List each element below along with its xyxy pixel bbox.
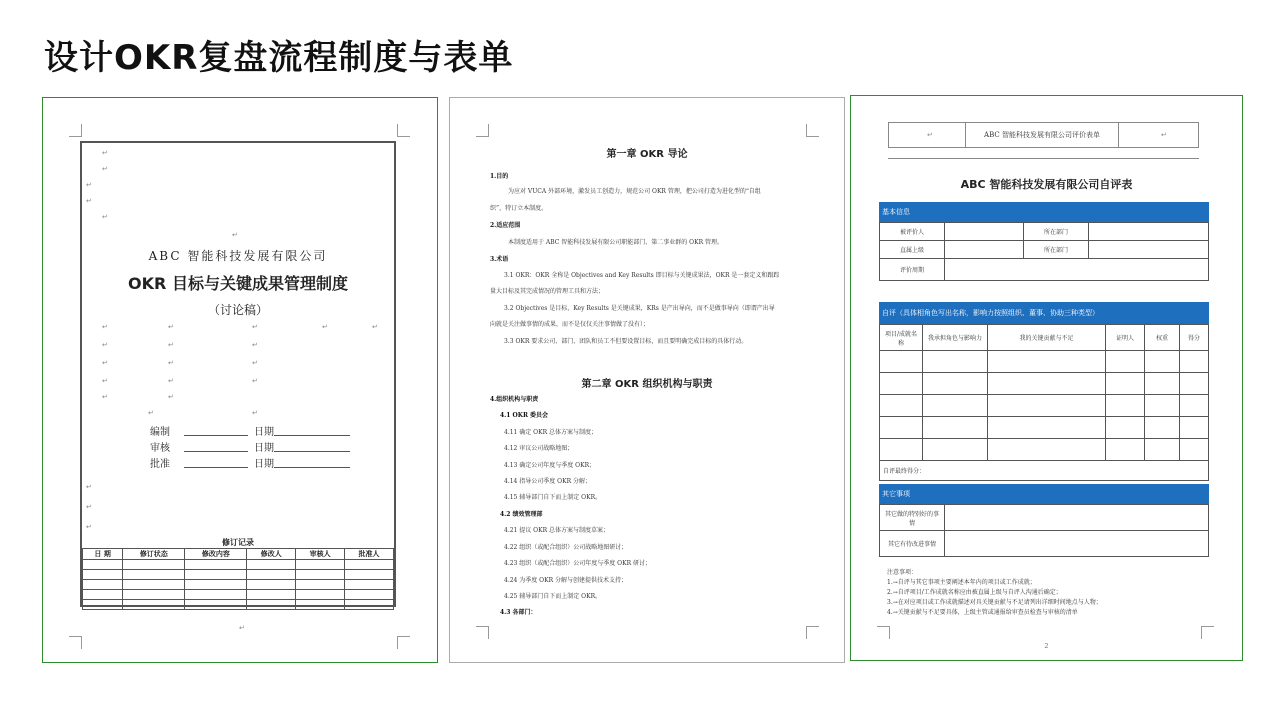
chapter-page-panel — [449, 97, 845, 663]
revision-record-title: 修订记录 — [222, 538, 254, 547]
paragraph-mark: ↵ — [86, 523, 92, 531]
notes-section — [887, 568, 1102, 618]
paragraph-mark: ↵ — [927, 131, 933, 139]
table-row — [880, 241, 1209, 259]
column-header: 证明人 — [1106, 325, 1145, 351]
corner-mark — [476, 124, 489, 137]
list-item: 4.25 辅导部门自下而上制定 OKR。 — [504, 593, 602, 600]
sign-label: 编制 — [150, 427, 170, 438]
date-line — [274, 435, 350, 436]
sign-label: 审核 — [150, 443, 170, 454]
field-label: 其它有待改进事情 — [880, 531, 945, 557]
table-row — [880, 505, 1209, 531]
company-name: ABC 智能科技发展有限公司 — [148, 249, 328, 263]
column-header: 得分 — [1180, 325, 1209, 351]
form-header-center: ABC 智能科技发展有限公司评价表单 — [965, 123, 1119, 147]
paragraph-mark: ↵ — [102, 341, 108, 349]
field-label: 其它做的特别好的事情 — [880, 505, 945, 531]
subsection-heading: 4.1 OKR 委员会 — [500, 412, 549, 419]
paragraph-mark: ↵ — [252, 341, 258, 349]
column-header: 审核人 — [296, 549, 345, 560]
note-item: 2.→自评项目/工作成就名称应由被直属上级与自评人沟通后确定； — [887, 589, 1062, 596]
section-heading: 3.术语 — [490, 256, 509, 263]
paragraph-mark: ↵ — [102, 377, 108, 385]
paragraph-mark: ↵ — [252, 323, 258, 331]
paragraph-mark: ↵ — [86, 483, 92, 491]
table-header-row — [83, 549, 394, 560]
table-row[interactable] — [880, 351, 1209, 373]
sign-label: 批准 — [150, 459, 170, 470]
paragraph-mark: ↵ — [102, 165, 108, 173]
date-line — [274, 467, 350, 468]
table-row — [880, 223, 1209, 241]
table-row[interactable] — [880, 395, 1209, 417]
table-row[interactable] — [880, 439, 1209, 461]
field-label: 所在部门 — [1024, 223, 1089, 241]
page-number: 2 — [1044, 642, 1049, 650]
basic-info-table — [879, 222, 1209, 281]
paragraph-mark: ↵ — [168, 377, 174, 385]
paragraph-mark: ↵ — [102, 359, 108, 367]
table-row — [83, 590, 394, 600]
corner-mark — [69, 636, 82, 649]
paragraph-mark: ↵ — [239, 624, 245, 632]
paragraph-mark: ↵ — [102, 213, 108, 221]
table-row — [83, 560, 394, 570]
paragraph-mark: ↵ — [168, 341, 174, 349]
table-row — [880, 531, 1209, 557]
subsection-heading: 4.2 绩效管理部 — [500, 511, 543, 518]
paragraph-mark: ↵ — [252, 377, 258, 385]
other-items-table — [879, 504, 1209, 557]
slide-title: 设计OKR复盘流程制度与表单 — [44, 38, 514, 78]
paragraph-text: 3.2 Objectives 是目标，Key Results 是关键成果，KRs 是产出导向，而不是做事导向（即谓产出导 — [504, 305, 775, 312]
paragraph-mark: ↵ — [148, 409, 154, 417]
note-item: 4.→关键贡献与不足要具体，上级主管或通报给审查员检查与审核的清单 — [887, 609, 1078, 616]
paragraph-mark: ↵ — [86, 197, 92, 205]
column-header: 权重 — [1145, 325, 1180, 351]
notes-title: 注意事项： — [887, 569, 918, 576]
field-label: 被评价人 — [880, 223, 945, 241]
field-label: 直属上级 — [880, 241, 945, 259]
corner-mark — [397, 124, 410, 137]
corner-mark — [397, 636, 410, 649]
table-row — [83, 600, 394, 610]
list-item: 4.22 组织（或配合组织）公司战略地图研讨； — [504, 544, 628, 551]
list-item: 4.23 组织（或配合组织）公司年度与季度 OKR 研讨； — [504, 560, 652, 567]
paragraph-text: 本制度适用于 ABC 智能科技发展有限公司职能部门、第二事业群的 OKR 管理。 — [508, 239, 723, 246]
paragraph-mark: ↵ — [86, 503, 92, 511]
paragraph-mark: ↵ — [252, 409, 258, 417]
date-label: 日期 — [254, 427, 274, 438]
paragraph-text: 量大目标及其完成情况的管理工具和方法； — [490, 288, 605, 295]
column-header: 日 期 — [83, 549, 123, 560]
table-row[interactable] — [880, 417, 1209, 439]
corner-mark — [69, 124, 82, 137]
sign-row-review — [150, 439, 370, 455]
column-header: 我承担角色与影响力 — [923, 325, 988, 351]
note-item: 1.→自评与其它事项主要阐述本年内的项目或工作成就； — [887, 579, 1036, 586]
date-label: 日期 — [254, 443, 274, 454]
revision-table — [82, 548, 394, 610]
paragraph-mark: ↵ — [1161, 131, 1167, 139]
paragraph-text: 向就是关注做事情的成果，而不是仅仅关注事情做了没有）； — [490, 321, 650, 328]
column-header: 批准人 — [345, 549, 394, 560]
date-label: 日期 — [254, 459, 274, 470]
field-value[interactable] — [945, 531, 1209, 557]
paragraph-mark: ↵ — [168, 359, 174, 367]
paragraph-mark: ↵ — [232, 231, 238, 239]
sign-row-approve — [150, 455, 370, 471]
other-items-header: 其它事项 — [879, 484, 1209, 504]
paragraph-mark: ↵ — [86, 181, 92, 189]
field-value[interactable] — [945, 241, 1024, 259]
table-row — [880, 259, 1209, 281]
sign-line — [184, 467, 248, 468]
list-item: 4.13 确定公司年度与季度 OKR； — [504, 462, 596, 469]
date-line — [274, 451, 350, 452]
list-item: 4.12 审议公司战略地图； — [504, 445, 574, 452]
sign-line — [184, 451, 248, 452]
column-header: 项目/成就名称 — [880, 325, 923, 351]
self-eval-table — [879, 324, 1209, 481]
section-heading: 1.目的 — [490, 173, 509, 180]
field-label: 所在部门 — [1024, 241, 1089, 259]
header-divider — [888, 158, 1199, 159]
list-item: 4.15 辅导部门自下而上制定 OKR。 — [504, 494, 602, 501]
list-item: 4.14 指导公司季度 OKR 分解； — [504, 478, 592, 485]
paragraph-mark: ↵ — [252, 359, 258, 367]
corner-mark — [476, 626, 489, 639]
field-value[interactable] — [1089, 241, 1209, 259]
section-heading: 2.适应范围 — [490, 222, 521, 229]
paragraph-mark: ↵ — [168, 323, 174, 331]
paragraph-text: 3.1 OKR：OKR 全称是 Objectives and Key Results 即目标与关键成果法，OKR 是一套定义和跟踪 — [504, 272, 780, 279]
column-header: 修改人 — [247, 549, 296, 560]
paragraph-mark: ↵ — [102, 323, 108, 331]
list-item: 4.21 提议 OKR 总体方案与制度草案； — [504, 527, 610, 534]
form-title: ABC 智能科技发展有限公司自评表 — [960, 178, 1133, 191]
column-header: 修订状态 — [123, 549, 185, 560]
self-eval-header: 自评（具体相角色写出名称，影响力按照组织、董事、协助三种类型） — [879, 302, 1209, 324]
corner-mark — [806, 626, 819, 639]
table-row[interactable] — [880, 373, 1209, 395]
column-header: 修改内容 — [185, 549, 247, 560]
field-label: 评价周期 — [880, 259, 945, 281]
list-item: 4.24 为季度 OKR 分解与创建提供技术支持； — [504, 577, 628, 584]
field-value[interactable] — [945, 505, 1209, 531]
basic-info-header: 基本信息 — [879, 202, 1209, 222]
form-header-table — [888, 122, 1199, 148]
field-value[interactable] — [945, 259, 1209, 281]
table-row — [83, 580, 394, 590]
sign-row-prepare — [150, 423, 370, 439]
table-row — [880, 461, 1209, 481]
table-header-row — [880, 325, 1209, 351]
field-value[interactable] — [945, 223, 1024, 241]
sign-line — [184, 435, 248, 436]
draft-label: （讨论稿） — [207, 303, 268, 317]
document-title: OKR 目标与关键成果管理制度 — [128, 274, 348, 293]
field-value[interactable] — [1089, 223, 1209, 241]
evaluation-form-panel — [850, 95, 1243, 661]
table-row — [83, 570, 394, 580]
paragraph-text: 为应对 VUCA 外部环境，激发员工创造力，规范公司 OKR 管理，把公司打造为进化型的“自组 — [508, 188, 761, 195]
total-score-label: 自评最终得分： — [880, 461, 1209, 481]
section-heading: 4.组织机构与职责 — [490, 396, 539, 403]
cover-border-frame — [80, 141, 396, 607]
note-item: 3.→在对应项目或工作成就描述对具关键贡献与不足请列出详细时间地点与人物； — [887, 599, 1102, 606]
subsection-heading: 4.3 各部门： — [500, 609, 537, 616]
chapter-one-title: 第一章 OKR 导论 — [606, 149, 688, 160]
cover-page-panel — [42, 97, 438, 663]
paragraph-mark: ↵ — [102, 393, 108, 401]
paragraph-mark: ↵ — [168, 393, 174, 401]
corner-mark — [1201, 626, 1214, 639]
corner-mark — [806, 124, 819, 137]
paragraph-mark: ↵ — [322, 323, 328, 331]
column-header: 我的关键贡献与不足 — [988, 325, 1106, 351]
paragraph-mark: ↵ — [102, 149, 108, 157]
list-item: 4.11 确定 OKR 总体方案与制度； — [504, 429, 598, 436]
corner-mark — [877, 626, 890, 639]
paragraph-mark: ↵ — [372, 323, 378, 331]
paragraph-text: 3.3 OKR 要求公司、部门、团队和员工不但要设置目标，而且要明确完成目标的具体行动。 — [504, 338, 748, 345]
chapter-two-title: 第二章 OKR 组织机构与职责 — [581, 379, 713, 390]
paragraph-text: 织”，特订立本制度。 — [490, 205, 548, 212]
